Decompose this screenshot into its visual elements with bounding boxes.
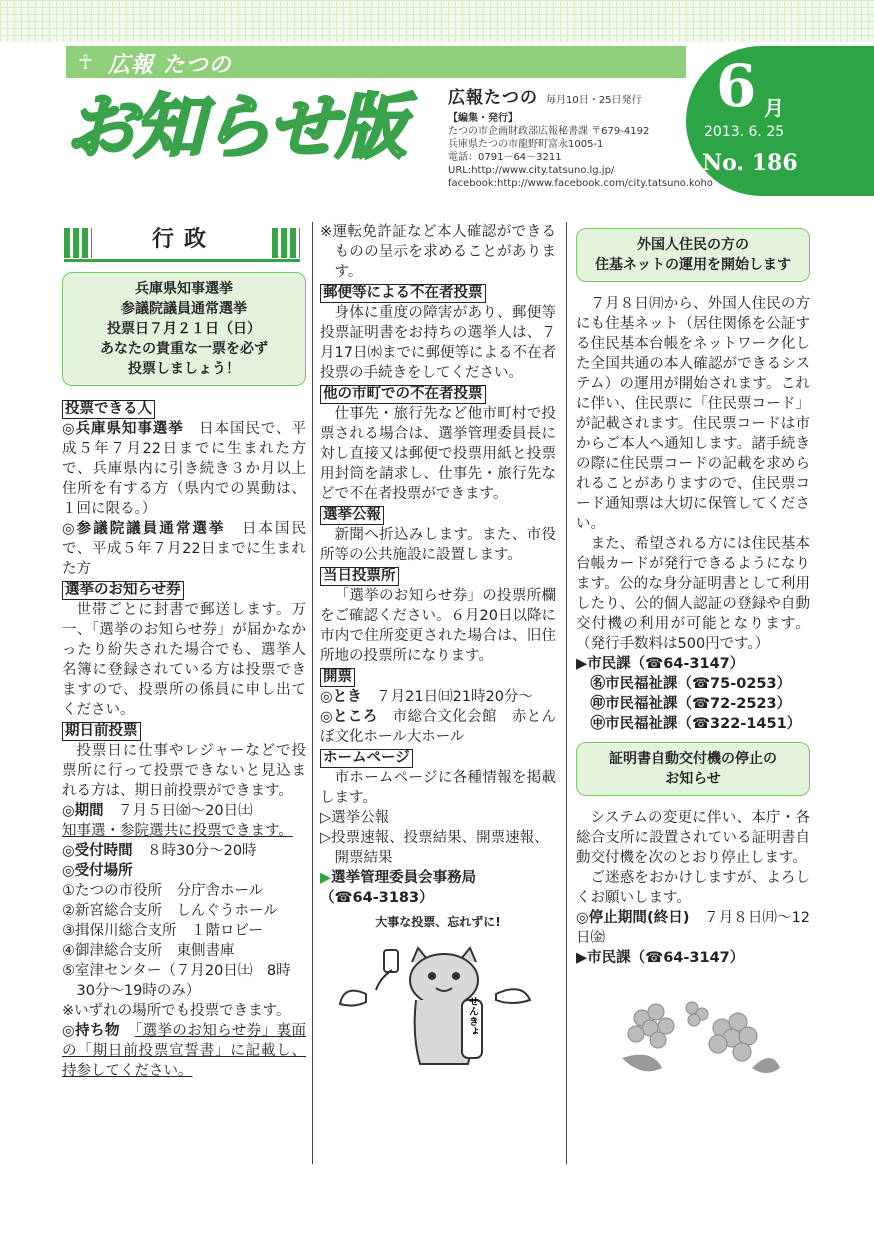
item-value: ７月５日㈮～20日㈯ <box>118 803 253 819</box>
subheading: 期日前投票 <box>62 722 141 741</box>
item-head: ◎期間 <box>62 803 104 819</box>
paragraph: 世帯ごとに封書で郵送します。万一、「選挙のお知らせ券」が届かなかったり紛失された場合でも、選挙人名簿に登録されている方は投票できますので、投票所の係員に申し出てください。 <box>62 602 306 718</box>
edition-title: お知らせ版 <box>66 86 404 168</box>
hydrangea-flower-icon <box>602 978 782 1088</box>
paragraph: 市ホームページに各種情報を掲載します。 <box>320 770 556 806</box>
notice-title-line: 外国人住民の方の <box>637 237 749 253</box>
contact-line: ㊞市民福祉課（☎72-2523） <box>590 696 792 712</box>
issue-number: No. 186 <box>702 150 798 176</box>
item-value: ７月８日㈪～12日㈮ <box>576 910 811 946</box>
contact-line: ㊥市民福祉課（☎322-1451） <box>590 716 802 732</box>
subheading: ホームページ <box>320 749 413 768</box>
issue-month: 6 <box>716 52 757 120</box>
column-3 <box>576 222 810 1094</box>
list-item: ②新宮総合支所 しんぐうホール <box>62 903 278 919</box>
issue-month-unit: 月 <box>764 96 784 120</box>
list-item: ⑤室津センター（７月20日㈯ 8時30分～19時のみ） <box>62 963 291 999</box>
paragraph: 新聞へ折込みします。また、市役所等の公共施設に設置します。 <box>320 527 556 563</box>
notice-title-box <box>576 228 810 282</box>
contact-line: ㊔市民福祉課（☎75-0253） <box>590 676 792 692</box>
notice-title-box <box>576 742 810 796</box>
note: ※いずれの場所でも投票できます。 <box>62 1003 291 1019</box>
election-headline-box <box>62 272 306 386</box>
section-header <box>62 222 306 262</box>
item-head: ◎受付場所 <box>62 863 133 879</box>
header-pattern <box>0 0 874 42</box>
paragraph: システムの変更に伴い、本庁・各総合支所に設置されている証明書自動交付機を次のとおり停止します。 <box>576 810 810 866</box>
column-1 <box>62 222 306 1081</box>
item-body: 日本国民で、平成５年７月22日までに生まれた方で、兵庫県内に引き続き３か月以上住所を有する方（県内での異動は、１回に限る。） <box>62 421 306 517</box>
item-head: ◎ところ <box>320 709 378 725</box>
mascot-caption: 大事な投票、忘れずに! <box>375 915 501 929</box>
publisher-line: 電話：0791－64－3211 <box>448 152 562 163</box>
publish-frequency: 毎月10日・25日発行 <box>546 95 642 106</box>
contact-line: ▶市民課（☎64-3147） <box>576 656 745 672</box>
headline-line: 投票しましょう！ <box>128 361 240 377</box>
headline-line: 兵庫県知事選挙 <box>135 281 233 297</box>
publisher-dept: 【編集・発行】 <box>448 113 518 124</box>
item-head: ◎とき <box>320 689 362 705</box>
period-note: 知事選・参院選共に投票できます。 <box>62 823 293 839</box>
mascot-illustration <box>320 936 556 1066</box>
publisher-name: 広報たつの <box>448 88 538 108</box>
item-head: ◎兵庫県知事選挙 <box>62 421 184 437</box>
item-head: ◎持ち物 <box>62 1023 120 1039</box>
publisher-info <box>448 88 713 190</box>
bars-decoration-icon <box>272 228 300 258</box>
paragraph: また、希望される方には住民基本台帳カードが発行できるようになります。公的な身分証明書として利用したり、公的個人認証の登録や自動交付機の利用が可能となります。（発行手数料は500円です。） <box>576 536 810 652</box>
paragraph: 仕事先・旅行先など他市町村で投票される場合は、選挙管理委員長に対し直接又は郵便で投票用紙と投票用封筒を請求し、仕事先・旅行先などで不在者投票ができます。 <box>320 406 556 502</box>
paragraph: ７月８日㈪から、外国人住民の方にも住基ネット（居住関係を公証する住民基本台帳をネットワーク化した全国共通の本人確認ができるシステム）の運用が開始されます。これに伴い、住民票に「住民票コード」が記載されます。住民票コードは市からご本人へ通知します。諸手続きの際に住民票コードの記載を求められることがありますので、住民票コード通知票は大切に保管してください。 <box>576 296 810 532</box>
column-divider <box>566 222 567 1164</box>
triangle-icon: ▶ <box>320 870 332 886</box>
subheading: 他の市町での不在者投票 <box>320 385 486 404</box>
item-value: ７月21日㈰21時20分～ <box>376 689 534 705</box>
list-item: ④御津総合支所 東側書庫 <box>62 943 235 959</box>
city-logo-icon: ☥ <box>78 50 93 74</box>
headline-line: あなたの貴重な一票を必ず <box>100 341 268 357</box>
subheading: 当日投票所 <box>320 567 399 586</box>
contact-line: ▶市民課（☎64-3147） <box>576 950 745 966</box>
item-body: 日本国民で、平成５年７月22日までに生まれた方 <box>62 521 307 577</box>
item-head: ◎受付時間 <box>62 843 133 859</box>
section-title: 行政 <box>151 227 216 252</box>
contact-tel: （☎64-3183） <box>320 890 434 906</box>
column-2 <box>320 222 556 1066</box>
notice-title-line: 証明書自動交付機の停止の <box>609 751 777 767</box>
publisher-line: 兵庫県たつの市龍野町富永1005-1 <box>448 139 604 150</box>
list-item: ①たつの市役所 分庁舎ホール <box>62 883 264 899</box>
notice-title-line: お知らせ <box>665 771 721 787</box>
publisher-url[interactable]: URL:http://www.city.tatsuno.lg.jp/ <box>448 165 615 176</box>
issue-tab <box>686 46 874 196</box>
subheading: 選挙のお知らせ券 <box>62 581 184 600</box>
paragraph: 「選挙のお知らせ券」の投票所欄をご確認ください。６月20日以降に市内で住所変更された場合は、旧住所地の投票所になります。 <box>320 588 556 664</box>
note: ※運転免許証など本人確認ができるものの呈示を求めることがあります。 <box>320 224 556 280</box>
paragraph: 身体に重度の障害があり、郵便等投票証明書をお持ちの選挙人は、７月17日㈬までに郵便等による不在者投票の手続きをしてください。 <box>320 305 556 381</box>
headline-line: 投票日７月２１日（日） <box>107 321 261 337</box>
item-head: ◎参議院議員通常選挙 <box>62 521 226 537</box>
item-head: ◎停止期間(終日) <box>576 910 690 926</box>
paragraph: ご迷惑をおかけしますが、よろしくお願いします。 <box>576 870 810 906</box>
subheading: 投票できる人 <box>62 400 155 419</box>
item-value: 市総合文化会館 赤とんぼ文化ホール大ホール <box>320 709 557 745</box>
publisher-facebook[interactable]: facebook:http://www.facebook.com/city.tatsuno.koho <box>448 178 713 189</box>
notice-title-line: 住基ネットの運用を開始します <box>595 257 791 273</box>
contact-org: 選挙管理委員会事務局 <box>331 870 477 886</box>
mascot-sash-text: せんきょ <box>466 996 478 1036</box>
subheading: 郵便等による不在者投票 <box>320 284 486 303</box>
subheading: 開票 <box>320 668 355 687</box>
headline-line: 参議院議員通常選挙 <box>121 301 247 317</box>
paragraph: 投票日に仕事やレジャーなどで投票所に行って投票できないと見込まれる方は、期日前投票ができます。 <box>62 743 306 799</box>
list-item: ▷投票速報、投票結果、開票速報、開票結果 <box>320 830 549 866</box>
brand-name: 広報 たつの <box>108 53 232 78</box>
list-item: ③揖保川総合支所 １階ロビー <box>62 923 263 939</box>
column-divider <box>312 222 313 1164</box>
publisher-line: たつの市企画財政部広報秘書課 〒679-4192 <box>448 126 650 137</box>
issue-date: 2013. 6. 25 <box>704 124 785 140</box>
subheading: 選挙公報 <box>320 506 384 525</box>
item-value: ８時30分～20時 <box>147 843 257 859</box>
item-body: 「選挙のお知らせ券」裏面の「期日前投票宣誓書」に記載し、持参してください。 <box>62 1023 306 1079</box>
list-item: ▷選挙公報 <box>320 810 390 826</box>
